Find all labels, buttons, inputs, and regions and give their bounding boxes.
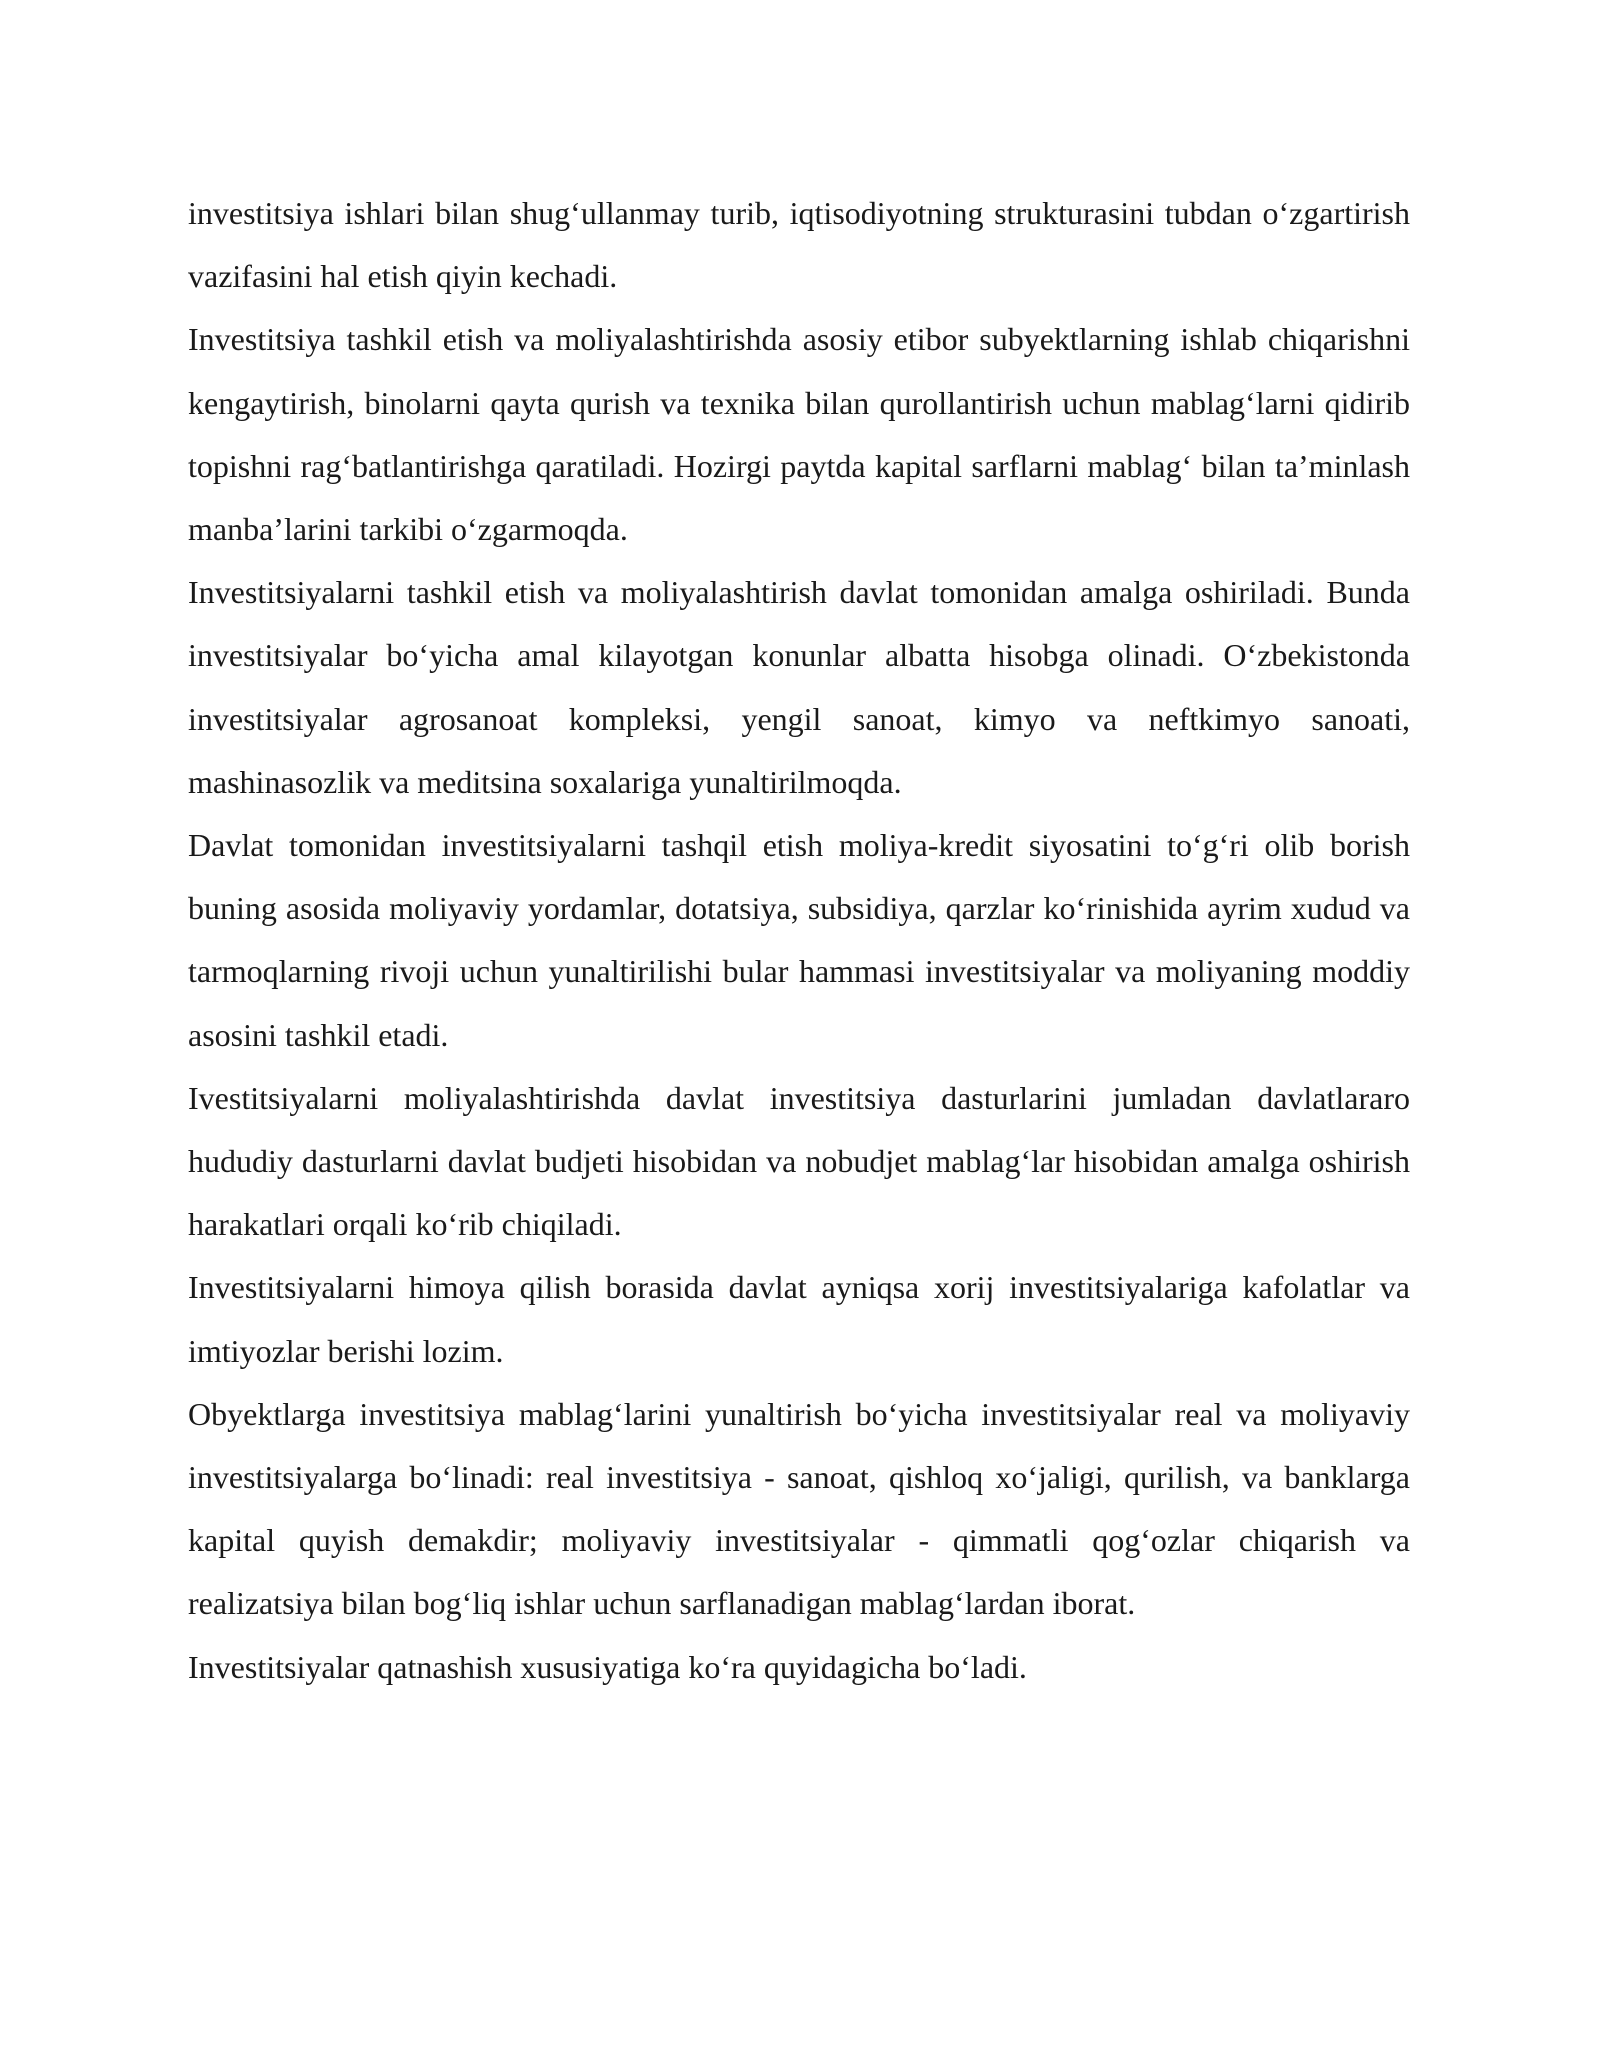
paragraph-7: Obyektlarga investitsiya mablag‘larini yunaltirish bo‘yicha investitsiyalar real va moliyaviy investitsiyalarga bo‘linadi: real investitsiya - sanoat, qishloq xo‘jaligi, qurilish, va banklarga kapital quyish demakdir; moliyaviy investitsiyalar - qimmatli qog‘ozlar chiqarish va realizatsiya bilan bog‘liq ishlar uchun sarflanadigan mablag‘lardan iborat.: [188, 1395, 1410, 1622]
paragraph-4: Davlat tomonidan investitsiyalarni tashqil etish moliya-kredit siyosatini to‘g‘ri olib borish buning asosida moliyaviy yordamlar, dotatsiya, subsidiya, qarzlar ko‘rinishida ayrim xudud va tarmoqlarning rivoji uchun yunaltirilishi bular hammasi investitsiyalar va moliyaning moddiy asosini tashkil etadi.: [188, 827, 1410, 1053]
paragraph-6: Investitsiyalarni himoya qilish borasida davlat ayniqsa xorij investitsiyalariga kafolatlar va imtiyozlar berishi lozim.: [188, 1269, 1410, 1369]
document-body: [188, 182, 1410, 1699]
paragraph-2: Investitsiya tashkil etish va moliyalashtirishda asosiy etibor subyektlarning ishlab chiqarishni kengaytirish, binolarni qayta qurish va texnika bilan qurollantirish uchun mablag‘larni qidirib topishni rag‘batlantirishga qaratiladi. Hozirgi paytda kapital sarflarni mablag‘ bilan ta’minlash manba’larini tarkibi o‘zgarmoqda.: [188, 321, 1410, 548]
paragraph-1: investitsiya ishlari bilan shug‘ullanmay turib, iqtisodiyotning strukturasini tubdan o‘zgartirish vazifasini hal etish qiyin kechadi.: [188, 195, 1410, 295]
paragraph-3: Investitsiyalarni tashkil etish va moliyalashtirish davlat tomonidan amalga oshiriladi. Bunda investitsiyalar bo‘yicha amal kilayotgan konunlar albatta hisobga olinadi. O‘zbekistonda investitsiyalar agrosanoat kompleksi, yengil sanoat, kimyo va neftkimyo sanoati, mashinasozlik va meditsina soxalariga yunaltirilmoqda.: [188, 574, 1410, 800]
paragraph-8: Investitsiyalar qatnashish xususiyatiga ko‘ra quyidagicha bo‘ladi.: [188, 1648, 1027, 1685]
paragraph-5: Ivestitsiyalarni moliyalashtirishda davlat investitsiya dasturlarini jumladan davlatlararo hududiy dasturlarni davlat budjeti hisobidan va nobudjet mablag‘lar hisobidan amalga oshirish harakatlari orqali ko‘rib chiqiladi.: [188, 1079, 1410, 1243]
